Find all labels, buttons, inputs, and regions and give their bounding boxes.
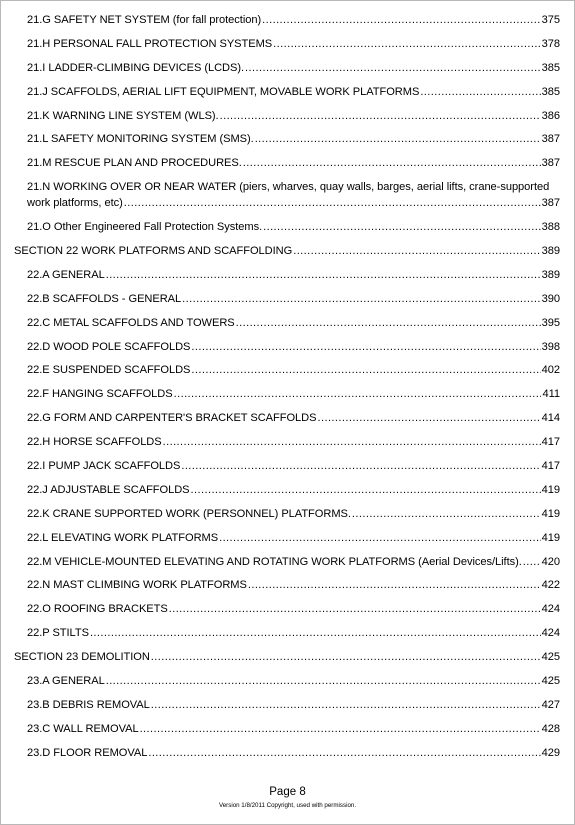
toc-entry[interactable] [14,601,560,617]
toc-leader-dots [236,315,541,331]
toc-entry-title: 22.D WOOD POLE SCAFFOLDS [27,340,191,353]
toc-entry-page: 429 [541,746,560,759]
toc-entry-title-cont: work platforms, etc) [27,197,123,210]
toc-entry[interactable] [14,577,560,593]
toc-entry[interactable] [14,554,560,570]
toc-leader-dots [182,291,540,307]
toc-leader-dots [191,339,540,355]
toc-entry[interactable] [14,60,560,76]
toc-entry[interactable] [14,108,560,124]
toc-entry-title: 21.M RESCUE PLAN AND PROCEDURES. [27,157,242,170]
toc-entry-title: 22.O ROOFING BRACKETS [27,603,168,616]
toc-entry-page: 424 [541,627,560,640]
toc-entry-page: 414 [541,412,560,425]
toc-entry-page: 419 [541,483,560,496]
toc-leader-dots [106,673,541,689]
toc-leader-dots [151,649,541,665]
toc-entry[interactable] [14,291,560,307]
toc-leader-dots [273,36,540,52]
toc-entry[interactable] [14,339,560,355]
toc-entry-title: 22.L ELEVATING WORK PLATFORMS [27,531,219,544]
toc-entry-title: 22.G FORM AND CARPENTER'S BRACKET SCAFFOLDS [27,412,317,425]
toc-entry[interactable] [14,721,560,737]
toc-leader-dots [191,362,540,378]
toc-leader-dots [151,697,541,713]
toc-entry[interactable] [14,506,560,522]
toc-entry-title: 21.L SAFETY MONITORING SYSTEM (SMS). [27,133,254,146]
toc-leader-dots [219,530,541,546]
toc-entry-title: 21.N WORKING OVER OR NEAR WATER (piers, wharves, quay walls, barges, aerial lifts, crane-supported [27,181,550,194]
toc-entry-title: 23.C WALL REMOVAL [27,722,139,735]
toc-entry-title: 22.M VEHICLE-MOUNTED ELEVATING AND ROTATING WORK PLATFORMS (Aerial Devices/Lifts). [27,555,522,568]
toc-entry-page: 417 [541,460,560,473]
toc-entry-title: 22.F HANGING SCAFFOLDS [27,388,173,401]
version-note: Version 1/8/2011 Copyright, used with permission. [218,802,357,809]
toc-entry-page: 422 [541,579,560,592]
toc-entry-title: 23.B DEBRIS REMOVAL [27,698,150,711]
toc-entry-page: 387 [541,133,560,146]
toc-entry-title: SECTION 22 WORK PLATFORMS AND SCAFFOLDING [14,245,293,258]
toc-entry-page: 386 [541,109,560,122]
toc-leader-dots [174,386,542,402]
table-of-contents [14,12,560,769]
toc-leader-dots [523,554,541,570]
toc-entry-page: 420 [541,555,560,568]
toc-entry-title: 21.G SAFETY NET SYSTEM (for fall protection) [27,14,262,26]
toc-entry-page: 375 [541,14,560,26]
toc-entry-title: 22.P STILTS [27,627,89,640]
toc-entry[interactable] [14,362,560,378]
toc-entry[interactable] [14,625,560,641]
toc-entry-title: 21.I LADDER-CLIMBING DEVICES (LCDS). [27,61,245,74]
toc-entry[interactable] [14,36,560,52]
toc-entry-title: 23.D FLOOR REMOVAL [27,746,148,759]
toc-leader-dots [140,721,541,737]
toc-entry[interactable] [14,410,560,426]
toc-entry-page: 387 [541,197,560,210]
toc-entry[interactable] [14,673,560,689]
toc-leader-dots [245,60,541,76]
toc-entry-title: 22.E SUSPENDED SCAFFOLDS [27,364,191,377]
toc-leader-dots [220,108,541,124]
toc-entry[interactable] [14,219,560,235]
toc-leader-dots [262,12,540,28]
toc-entry[interactable] [14,267,560,283]
toc-entry[interactable] [14,458,560,474]
toc-entry-page: 378 [541,37,560,50]
toc-entry[interactable] [14,649,560,665]
toc-leader-dots [169,601,541,617]
toc-entry-page: 385 [541,61,560,74]
toc-entry-page: 419 [541,507,560,520]
toc-entry-page: 385 [541,85,560,98]
toc-entry-page: 411 [542,388,560,401]
toc-entry-title: 21.J SCAFFOLDS, AERIAL LIFT EQUIPMENT, MOVABLE WORK PLATFORMS [27,85,420,98]
toc-entry[interactable] [14,84,560,100]
toc-leader-dots [255,131,541,147]
toc-entry-title: 23.A GENERAL [27,675,105,688]
toc-entry[interactable] [14,745,560,761]
toc-leader-dots [293,243,540,259]
toc-entry[interactable] [14,179,560,211]
toc-entry[interactable] [14,434,560,450]
toc-entry-title: 22.A GENERAL [27,268,105,281]
toc-leader-dots [106,267,541,283]
toc-leader-dots [181,458,540,474]
toc-entry-page: 419 [541,531,560,544]
toc-entry-page: 428 [541,722,560,735]
toc-leader-dots [243,155,541,171]
toc-entry[interactable] [14,12,560,28]
toc-leader-dots [163,434,541,450]
toc-entry-title: 22.H HORSE SCAFFOLDS [27,436,162,449]
toc-entry-page: 398 [541,340,560,353]
toc-entry-page: 390 [541,292,560,305]
toc-leader-dots [191,482,541,498]
toc-entry[interactable] [14,386,560,402]
toc-entry[interactable] [14,243,560,259]
toc-entry-title: 21.H PERSONAL FALL PROTECTION SYSTEMS [27,37,273,50]
toc-entry[interactable] [14,315,560,331]
toc-entry-page: 425 [541,651,560,664]
toc-entry-title: SECTION 23 DEMOLITION [14,651,150,664]
toc-entry-title: 22.N MAST CLIMBING WORK PLATFORMS [27,579,247,592]
toc-leader-dots [90,625,541,641]
toc-entry-page: 389 [541,268,560,281]
toc-entry[interactable] [14,482,560,498]
toc-leader-dots [318,410,541,426]
toc-entry-continuation [27,195,560,211]
toc-leader-dots [248,577,541,593]
toc-entry-page: 425 [541,675,560,688]
toc-entry-page: 395 [541,316,560,329]
toc-entry-title: 21.O Other Engineered Fall Protection Systems. [27,221,263,234]
toc-entry-page: 427 [541,698,560,711]
toc-entry-page: 387 [541,157,560,170]
toc-entry-title: 21.K WARNING LINE SYSTEM (WLS). [27,109,219,122]
toc-entry-title: 22.I PUMP JACK SCAFFOLDS [27,460,181,473]
toc-entry[interactable] [14,131,560,147]
toc-leader-dots [352,506,541,522]
toc-leader-dots [148,745,540,761]
toc-entry-page: 402 [541,364,560,377]
toc-entry-page: 424 [541,603,560,616]
toc-entry[interactable] [14,155,560,171]
toc-entry[interactable] [14,530,560,546]
toc-entry-title: 22.C METAL SCAFFOLDS AND TOWERS [27,316,235,329]
toc-entry-page: 388 [541,221,560,234]
toc-entry-title: 22.J ADJUSTABLE SCAFFOLDS [27,483,190,496]
toc-entry-title: 22.K CRANE SUPPORTED WORK (PERSONNEL) PLATFORMS. [27,507,351,520]
toc-leader-dots [420,84,540,100]
page-number: Page 8 [269,786,306,798]
toc-entry-page: 417 [541,436,560,449]
toc-entry[interactable] [14,697,560,713]
toc-leader-dots [124,195,541,211]
toc-entry-page: 389 [541,245,560,258]
toc-leader-dots [263,219,541,235]
toc-entry-title: 22.B SCAFFOLDS - GENERAL [27,292,182,305]
